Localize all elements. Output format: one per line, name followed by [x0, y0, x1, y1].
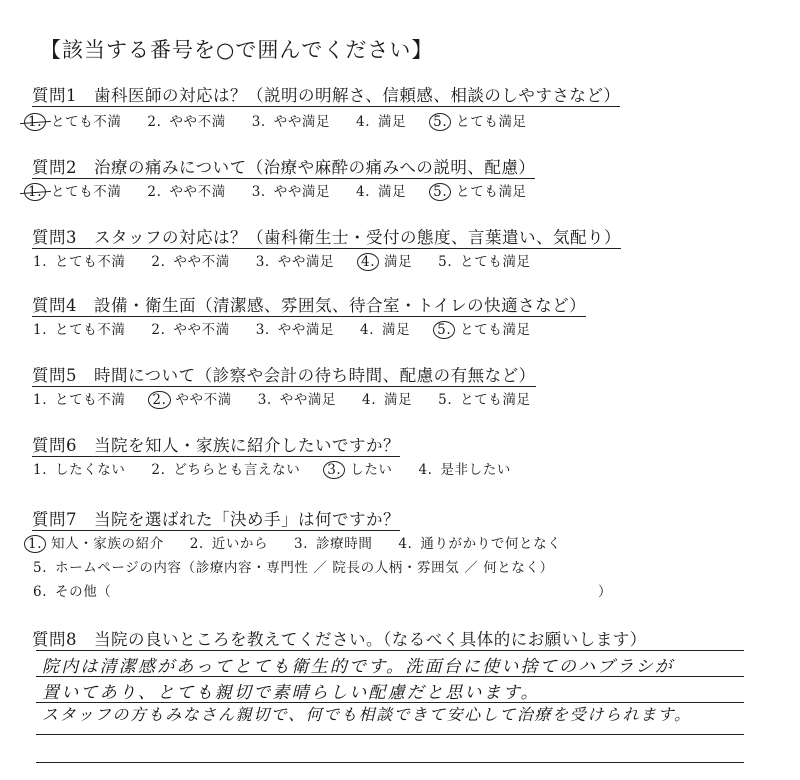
- q6-option-3-selected[interactable]: 3. したい: [323, 458, 392, 479]
- q7-option-1-selected[interactable]: 1. 知人・家族の紹介: [24, 532, 164, 553]
- answer-line: [36, 762, 744, 763]
- q7-option-6[interactable]: 6. その他（: [33, 584, 112, 600]
- q3-option-1[interactable]: 1. とても不満: [33, 254, 126, 270]
- q5-option-3[interactable]: 3. やや満足: [257, 392, 337, 408]
- q4-option-1[interactable]: 1. とても不満: [33, 322, 126, 338]
- question-4-options: [30, 318, 549, 339]
- question-7-options-row2: [30, 556, 572, 576]
- q2-option-1[interactable]: 1. とても不満: [24, 180, 122, 201]
- question-5-label: 質問5 時間について（診察や会計の待ち時間、配慮の有無など）: [32, 366, 536, 385]
- q5-option-5[interactable]: 5. とても満足: [438, 392, 531, 408]
- q3-option-2[interactable]: 2. やや不満: [151, 254, 230, 270]
- q7-option-5[interactable]: 5. ホームページの内容（診療内容・専門性 ／ 院長の人柄・雰囲気 ／ 何となく）: [33, 560, 554, 576]
- q5-option-1[interactable]: 1. とても不満: [33, 392, 126, 408]
- question-2-options: [24, 180, 545, 201]
- q6-option-1[interactable]: 1. したくない: [33, 462, 126, 478]
- q2-option-2[interactable]: 2. やや不満: [147, 184, 226, 200]
- question-8-label: 質問8 当院の良いところを教えてください。（なるべく具体的にお願いします）: [32, 630, 647, 649]
- q1-option-1[interactable]: 1. とても不満: [24, 110, 122, 131]
- q1-option-3[interactable]: 3. やや満足: [251, 114, 331, 130]
- q2-option-3[interactable]: 3. やや満足: [251, 184, 331, 200]
- q4-option-5-selected[interactable]: 5. とても満足: [433, 318, 531, 339]
- q5-option-4[interactable]: 4. 満足: [362, 392, 413, 408]
- q1-option-5-selected[interactable]: 5. とても満足: [429, 110, 527, 131]
- q2-option-5-selected[interactable]: 5. とても満足: [429, 180, 527, 201]
- q7-other-close-paren: ）: [598, 584, 613, 600]
- q4-option-4[interactable]: 4. 満足: [360, 322, 411, 338]
- q1-option-2[interactable]: 2. やや不満: [147, 114, 226, 130]
- q7-option-2[interactable]: 2. 近いから: [189, 536, 269, 552]
- answer-line: [36, 650, 744, 651]
- handwritten-line-3: スタッフの方もみなさん親切で、何でも相談できて安心して治療を受けられます。: [42, 705, 692, 724]
- handwritten-line-1: 院内は清潔感があってとても衛生的です。洗面台に使い捨てのハブラシが: [42, 657, 675, 677]
- question-5-options: [30, 388, 549, 409]
- question-3-options: [30, 250, 549, 271]
- question-1-label: 質問1 歯科医師の対応は？（説明の明解さ、信頼感、相談のしやすさなど）: [32, 86, 621, 105]
- q3-option-5[interactable]: 5. とても満足: [438, 254, 531, 270]
- question-2-label: 質問2 治療の痛みについて（治療や麻酔の痛みへの説明、配慮）: [32, 158, 536, 177]
- q4-option-2[interactable]: 2. やや不満: [151, 322, 230, 338]
- question-7-label: 質問7 当院を選ばれた「決め手」は何ですか？: [32, 510, 400, 529]
- q7-option-4[interactable]: 4. 通りがかりで何となく: [398, 536, 562, 552]
- question-1-options: [24, 110, 545, 131]
- question-4-label: 質問4 設備・衛生面（清潔感、雰囲気、待合室・トイレの快適さなど）: [32, 296, 587, 315]
- question-7-options-row3: [30, 580, 129, 600]
- q6-option-4[interactable]: 4. 是非したい: [418, 462, 511, 478]
- q3-option-4-selected[interactable]: 4. 満足: [357, 250, 412, 271]
- question-3-label: 質問3 スタッフの対応は？（歯科衛生士・受付の態度、言葉遣い、気配り）: [32, 228, 621, 247]
- q1-option-4[interactable]: 4. 満足: [356, 114, 407, 130]
- answer-line: [36, 676, 744, 677]
- q2-option-4[interactable]: 4. 満足: [356, 184, 407, 200]
- q4-option-3[interactable]: 3. やや満足: [255, 322, 335, 338]
- answer-line: [36, 734, 744, 735]
- question-6-options: [30, 458, 529, 479]
- handwritten-line-2: 置いてあり、とても親切で素晴らしい配慮だと思います。: [42, 683, 540, 703]
- question-7-options-row1: [24, 532, 579, 553]
- question-6-label: 質問6 当院を知人・家族に紹介したいですか？: [32, 436, 400, 455]
- q6-option-2[interactable]: 2. どちらとも言えない: [151, 462, 301, 478]
- q5-option-2-selected[interactable]: 2. やや不満: [148, 388, 231, 409]
- q3-option-3[interactable]: 3. やや満足: [255, 254, 335, 270]
- page-title: 【該当する番号を○で囲んでください】: [40, 38, 434, 62]
- q7-option-3[interactable]: 3. 診療時間: [294, 536, 373, 552]
